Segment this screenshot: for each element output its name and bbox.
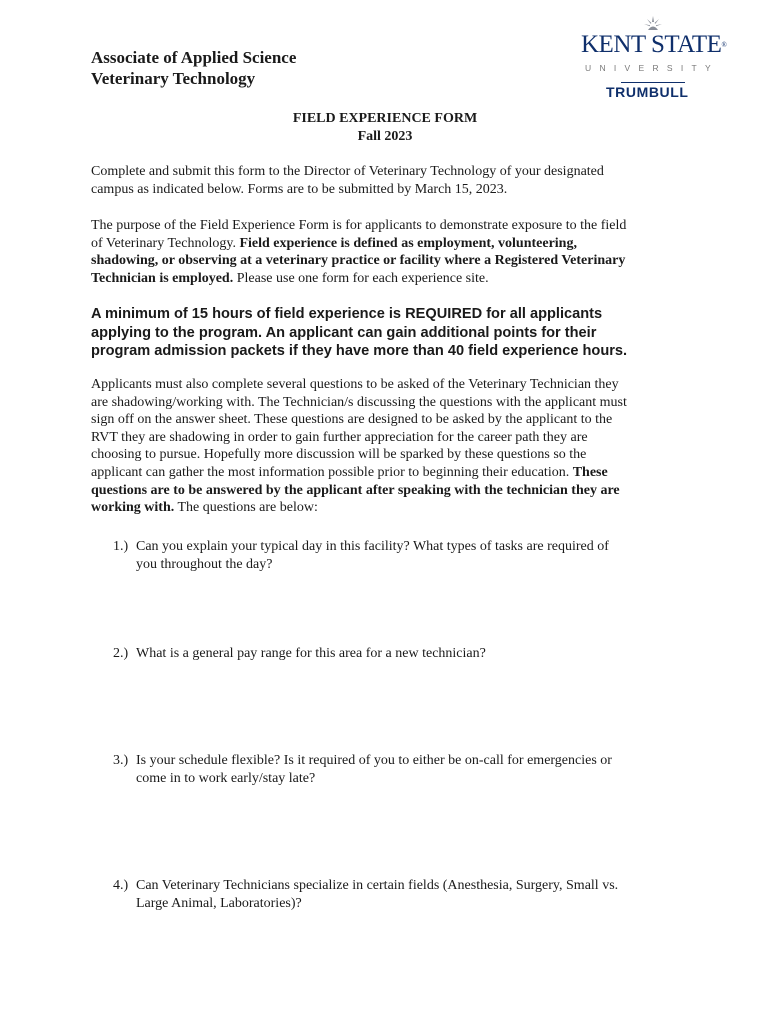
logo-campus: TRUMBULL [606, 84, 689, 100]
program-heading [91, 47, 296, 89]
kent-state-emblem-icon [643, 16, 663, 32]
kent-state-trumbull-logo [575, 14, 740, 104]
logo-university: UNIVERSITY [585, 63, 720, 73]
logo-divider [621, 82, 685, 83]
question-number: 1.) [113, 539, 129, 554]
question-text: Can you explain your typical day in this facility? What types of tasks are required of you throughout the day? [136, 539, 609, 572]
logo-wordmark: KENT STATE® [581, 31, 727, 58]
hours-requirement: A minimum of 15 hours of field experience is REQUIRED for all applicants applying to the program. An applicant can gain additional points for their program admission packets if they have more than 40 field experience hours. [91, 306, 628, 359]
question-text: Is your schedule flexible? Is it required of you to either be on-call for emergencies or come in to work early/stay late? [136, 753, 612, 786]
form-title: FIELD EXPERIENCE FORM [292, 111, 478, 126]
program-degree: Associate of Applied Science [91, 48, 297, 67]
question-text: What is a general pay range for this area for a new technician? [136, 646, 486, 661]
registered-mark: ® [721, 41, 727, 49]
question-number: 2.) [113, 646, 129, 661]
form-term: Fall 2023 [357, 129, 413, 144]
question-text: Can Veterinary Technicians specialize in certain fields (Anesthesia, Surgery, Small vs. Large Animal, Laboratories)? [136, 878, 619, 911]
submission-instructions: Complete and submit this form to the Director of Veterinary Technology of your designated campus as indicated below. Forms are to be submitted by March 15, 2023. [91, 164, 604, 197]
purpose-paragraph: The purpose of the Field Experience Form is for applicants to demonstrate exposure to the field of Veterinary Technology. Field experience is defined as employment, volunteering, shadowing, or observing at a veterinary practice or facility where a Registered Veterinary Technician is employed. Please use one form for each experience site. [91, 218, 627, 286]
question-number: 3.) [113, 753, 129, 768]
questions-intro: Applicants must also complete several questions to be asked of the Veterinary Technician they are shadowing/working with. The Technician/s discussing the questions with the applicant must sign off on the answer sheet. These questions are designed to be asked by the applicant to the RVT they are shadowing in order to gain further appreciation for the career path they are choosing to pursue. Hopefully more discussion will be sparked by these questions so the applicant can gather the most information possible prior to beginning their education. These questions are to be answered by the applicant after speaking with the technician they are working with. The questions are below: [91, 377, 627, 516]
question-number: 4.) [113, 878, 129, 893]
program-name: Veterinary Technology [91, 69, 256, 88]
